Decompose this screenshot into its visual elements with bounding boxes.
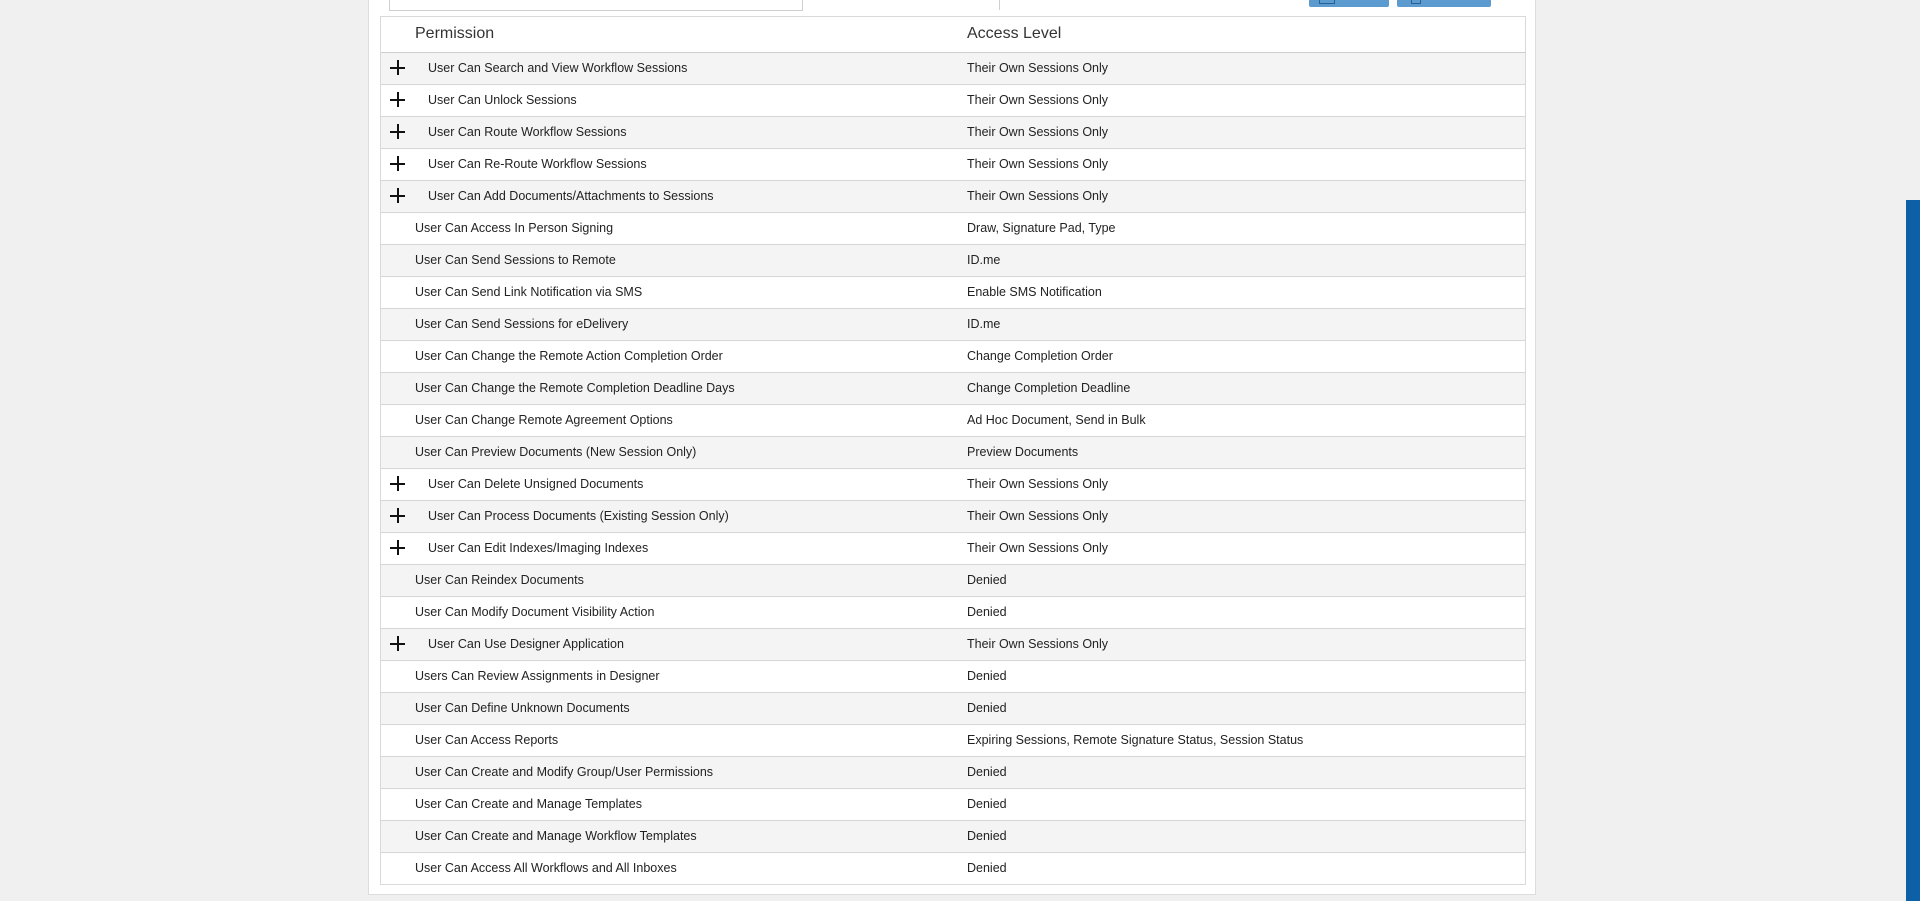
access-level-value: Change Completion Deadline	[967, 381, 1131, 395]
permission-name: User Can Change Remote Agreement Options	[415, 413, 673, 427]
access-level-column-header: Access Level	[967, 25, 1062, 42]
permission-name: User Can Access In Person Signing	[415, 221, 614, 235]
plus-icon[interactable]	[389, 507, 407, 525]
table-row[interactable]	[381, 821, 1525, 853]
permission-name: User Can Create and Manage Templates	[415, 797, 642, 811]
table-row[interactable]	[381, 757, 1525, 789]
permission-name: User Can Re-Route Workflow Sessions	[428, 157, 647, 171]
table-row[interactable]	[381, 53, 1525, 85]
plus-icon[interactable]	[389, 91, 407, 109]
table-row[interactable]	[381, 565, 1525, 597]
access-level-value: Ad Hoc Document, Send in Bulk	[967, 413, 1146, 427]
table-row[interactable]	[381, 117, 1525, 149]
table-row[interactable]	[381, 437, 1525, 469]
permission-name: User Can Send Sessions to Remote	[415, 253, 616, 267]
access-level-value: Denied	[967, 605, 1007, 619]
table-row[interactable]	[381, 533, 1525, 565]
top-right-field[interactable]	[999, 0, 1460, 10]
access-level-value: Denied	[967, 861, 1007, 875]
table-row[interactable]	[381, 469, 1525, 501]
permission-name: User Can Change the Remote Action Completion Order	[415, 349, 723, 363]
access-level-value: Their Own Sessions Only	[967, 509, 1109, 523]
permission-name: User Can Edit Indexes/Imaging Indexes	[428, 541, 649, 555]
access-level-value: Denied	[967, 765, 1007, 779]
access-level-value: Their Own Sessions Only	[967, 93, 1109, 107]
table-row[interactable]	[381, 693, 1525, 725]
access-level-value: Enable SMS Notification	[967, 285, 1102, 299]
access-level-value: Expiring Sessions, Remote Signature Status, Session Status	[967, 733, 1304, 747]
table-row[interactable]	[381, 149, 1525, 181]
plus-icon[interactable]	[389, 187, 407, 205]
permission-name: Users Can Review Assignments in Designer	[415, 669, 660, 683]
plus-icon[interactable]	[389, 635, 407, 653]
access-level-value: ID.me	[967, 317, 1001, 331]
plus-icon[interactable]	[389, 155, 407, 173]
access-level-value: Denied	[967, 701, 1007, 715]
table-row[interactable]	[381, 213, 1525, 245]
table-row[interactable]	[381, 661, 1525, 693]
permissions-panel	[368, 0, 1536, 895]
access-level-value: Denied	[967, 573, 1007, 587]
permission-column-header: Permission	[415, 25, 495, 42]
access-level-value: Their Own Sessions Only	[967, 125, 1109, 139]
permission-name: User Can Unlock Sessions	[428, 93, 577, 107]
permission-name: User Can Delete Unsigned Documents	[428, 477, 644, 491]
access-level-value: Denied	[967, 797, 1007, 811]
permission-name: User Can Search and View Workflow Sessions	[428, 61, 688, 75]
permission-name: User Can Send Link Notification via SMS	[415, 285, 643, 299]
permissions-table	[380, 16, 1526, 885]
table-row[interactable]	[381, 597, 1525, 629]
top-toolbar-remnant	[369, 0, 1535, 14]
table-row[interactable]	[381, 853, 1525, 884]
table-row[interactable]	[381, 341, 1525, 373]
permission-name: User Can Route Workflow Sessions	[428, 125, 627, 139]
permission-name: User Can Send Sessions for eDelivery	[415, 317, 629, 331]
table-row[interactable]	[381, 277, 1525, 309]
permission-name: User Can Access All Workflows and All Inboxes	[415, 861, 677, 875]
access-level-value: Their Own Sessions Only	[967, 157, 1109, 171]
access-level-value: Their Own Sessions Only	[967, 61, 1109, 75]
plus-icon[interactable]	[389, 59, 407, 77]
table-row[interactable]	[381, 373, 1525, 405]
permission-name: User Can Define Unknown Documents	[415, 701, 630, 715]
permission-name: User Can Modify Document Visibility Action	[415, 605, 655, 619]
table-row[interactable]	[381, 629, 1525, 661]
top-left-field[interactable]	[389, 0, 803, 11]
table-row[interactable]	[381, 309, 1525, 341]
table-row[interactable]	[381, 789, 1525, 821]
permission-name: User Can Reindex Documents	[415, 573, 584, 587]
permission-name: User Can Preview Documents (New Session Only)	[415, 445, 697, 459]
plus-icon[interactable]	[389, 123, 407, 141]
table-body	[381, 53, 1525, 884]
permission-name: User Can Add Documents/Attachments to Sessions	[428, 189, 714, 203]
toolbar-button-1-icon	[1319, 0, 1335, 4]
table-row[interactable]	[381, 725, 1525, 757]
permission-name: User Can Process Documents (Existing Session Only)	[428, 509, 729, 523]
access-level-value: Draw, Signature Pad, Type	[967, 221, 1116, 235]
permission-name: User Can Access Reports	[415, 733, 559, 747]
access-level-value: Preview Documents	[967, 445, 1079, 459]
table-row[interactable]	[381, 405, 1525, 437]
table-row[interactable]	[381, 85, 1525, 117]
permission-name: User Can Change the Remote Completion Deadline Days	[415, 381, 735, 395]
access-level-value: Their Own Sessions Only	[967, 477, 1109, 491]
access-level-value: ID.me	[967, 253, 1001, 267]
access-level-value: Denied	[967, 669, 1007, 683]
table-row[interactable]	[381, 245, 1525, 277]
access-level-value: Their Own Sessions Only	[967, 637, 1109, 651]
table-row[interactable]	[381, 181, 1525, 213]
toolbar-button-2[interactable]	[1397, 0, 1491, 7]
access-level-value: Change Completion Order	[967, 349, 1113, 363]
permission-name: User Can Create and Modify Group/User Permissions	[415, 765, 714, 779]
permission-name: User Can Create and Manage Workflow Templates	[415, 829, 697, 843]
access-level-value: Denied	[967, 829, 1007, 843]
table-row[interactable]	[381, 501, 1525, 533]
access-level-value: Their Own Sessions Only	[967, 189, 1109, 203]
toolbar-button-2-icon	[1411, 0, 1421, 4]
toolbar-button-1[interactable]	[1309, 0, 1389, 7]
table-header	[381, 17, 1525, 53]
right-edge-accent-bar	[1906, 200, 1920, 901]
plus-icon[interactable]	[389, 475, 407, 493]
plus-icon[interactable]	[389, 539, 407, 557]
access-level-value: Their Own Sessions Only	[967, 541, 1109, 555]
permission-name: User Can Use Designer Application	[428, 637, 624, 651]
